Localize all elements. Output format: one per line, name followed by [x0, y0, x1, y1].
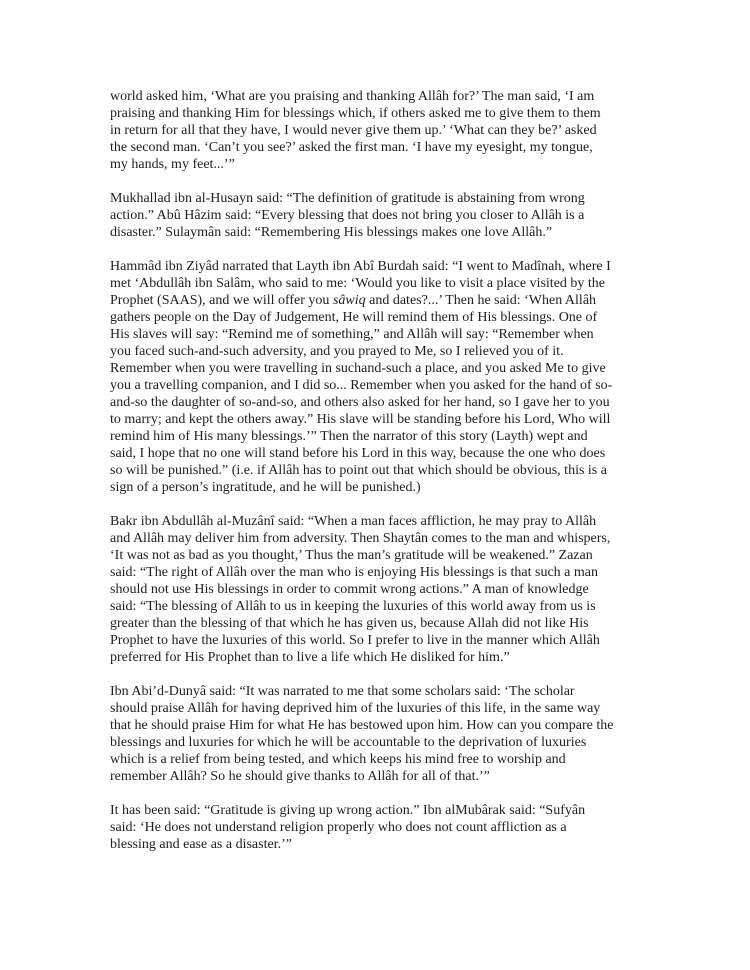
paragraph: Ibn Abi’d-Dunyâ said: “It was narrated to me that some scholars said: ‘The scholar should praise Allâh for having deprived him of the luxuries of this life, in the same way that he should praise Him for what He has bestowed upon him. How can you compare the blessings and luxuries for which he will be accountable to the deprivation of luxuries which is a relief from being tested, and which keeps his mind free to worship and remember Allâh? So he should give thanks to Allâh for all of that.’”: [110, 684, 614, 784]
paragraph: world asked him, ‘What are you praising and thanking Allâh for?’ The man said, ‘I am praising and thanking Him for blessings which, if others asked me to give them to them in return for all that they have, I would never give them up.’ ‘What can they be?’ asked the second man. ‘Can’t you see?’ asked the first man. ‘I have my eyesight, my tongue, my hands, my feet...’”: [110, 89, 601, 172]
paragraph: Mukhallad ibn al-Husayn said: “The definition of gratitude is abstaining from wrong action.” Abû Hâzim said: “Every blessing that does not bring you closer to Allâh is a disaster.” Sulaymân said: “Remembering His blessings makes one love Allâh.”: [110, 191, 585, 240]
text-block: [110, 88, 660, 853]
paragraph: Hammâd ibn Ziyâd narrated that Layth ibn Abî Burdah said: “I went to Madînah, where I met ‘Abdullâh ibn Salâm, who said to me: ‘Would you like to visit a place visited by the Prophet (SAAS), and we will offer you sâwiq and dates?...’ Then he said: ‘When Allâh gathers people on the Day of Judgement, He will remind them of His blessings. One of His slaves will say: “Remind me of something,” and Allâh will say: “Remember when you faced such-and-such adversity, and you prayed to Me, so I relieved you of it. Remember when you were travelling in suchand-such a place, and you asked Me to give you a travelling companion, and I did so... Remember when you asked for the hand of so- and-so the daughter of so-and-so, and others also asked for her hand, so I gave her to you to marry; and kept the others away.” His slave will be standing before his Lord, Who will remind him of His many blessings.’” Then the narrator of this story (Layth) wept and said, I hope that no one will stand before his Lord in this way, because the one who does so will be punished.” (i.e. if Allâh has to point out that which should be obvious, this is a sign of a person’s ingratitude, and he will be punished.): [110, 259, 613, 495]
paragraph: Bakr ibn Abdullâh al-Muzânî said: “When a man faces affliction, he may pray to Allâh and Allâh may deliver him from adversity. Then Shaytân comes to the man and whispers, ‘It was not as bad as you thought,’ Thus the man’s gratitude will be weakened.” Zazan said: “The right of Allâh over the man who is enjoying His blessings is that such a man should not use His blessings in order to commit wrong actions.” A man of knowledge said: “The blessing of Allâh to us in keeping the luxuries of this world away from us is greater than the blessing of that which he has given us, because Allah did not like His Prophet to have the luxuries of this world. So I prefer to live in the manner which Allâh preferred for His Prophet than to live a life which He disliked for him.”: [110, 514, 611, 665]
italic-term: sâwiq: [332, 293, 366, 308]
paragraph: It has been said: “Gratitude is giving up wrong action.” Ibn alMubârak said: “Sufyân said: ‘He does not understand religion properly who does not count affliction as a blessing and ease as a disaster.’”: [110, 803, 586, 852]
